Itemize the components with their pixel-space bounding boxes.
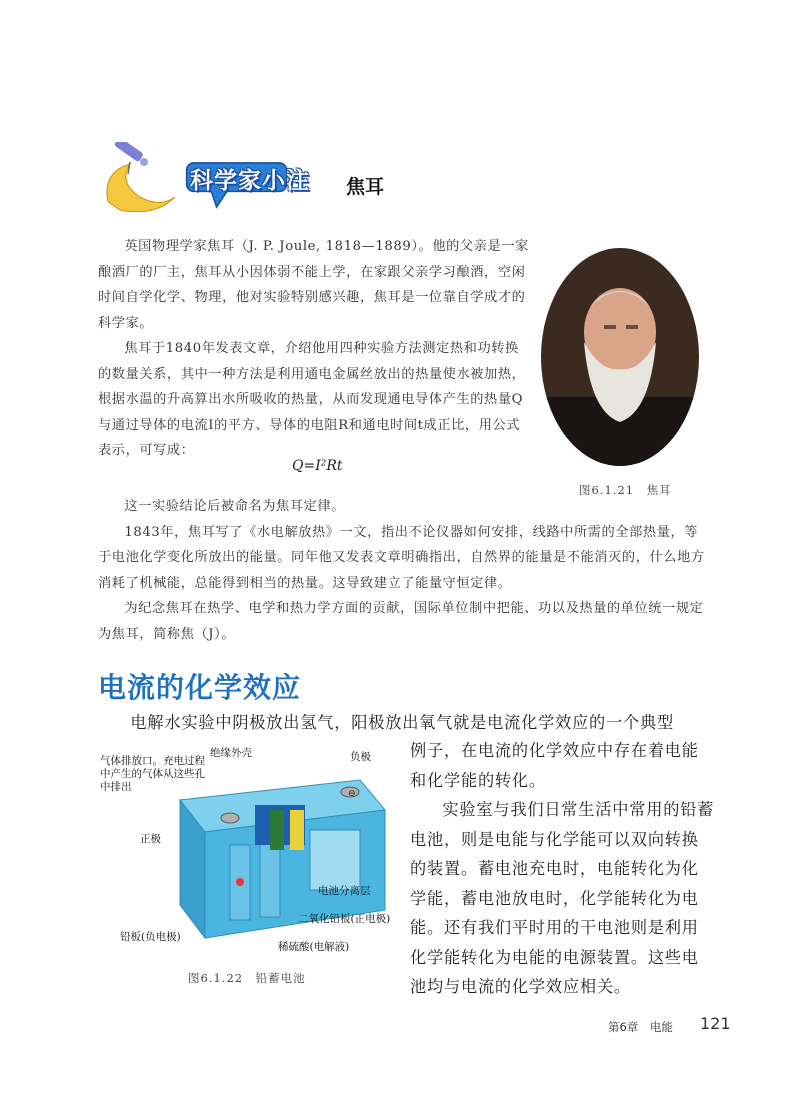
section-paragraph-1: 例子，在电流的化学效应中存在着电能和化学能的转化。 [410,741,699,790]
battery-caption: 图6.1.22 铅蓄电池 [188,971,306,985]
section-right-column [410,736,715,1002]
portrait-caption: 图6.1.21 焦耳 [579,483,672,497]
label-positive: 正极 [140,833,161,845]
bio-text-column [98,234,530,464]
label-separator: 电池分离层 [318,885,371,897]
bio-paragraph-2: 焦耳于1840年发表文章，介绍他用四种实验方法测定热和功转换的数量关系，其中一种方法是利用通电金属丝放出的热量使水被加热，根据水温的升高算出水所吸收的热量，从而发现通电导体产生的热量Q与通过导体的电流I的平方、导体的电阻R和通电时间t成正比，用公式表示，可写成： [98,341,526,458]
bio-paragraph-4: 1843年，焦耳写了《水电解放热》一文，指出不论仪器如何安排，线路中所需的全部热量，等于电池化学变化所放出的能量。同年他又发表文章明确指出，自然界的能量是不能消灭的，什么地方消耗了机械能，总能得到相当的热量。这导致建立了能量守恒定律。 [98,524,705,591]
lead-acid-battery-diagram [100,745,400,965]
label-acid: 稀硫酸(电解液) [278,941,350,953]
label-shell: 绝缘外壳 [210,747,252,759]
section-paragraph-2: 实验室与我们日常生活中常用的铅蓄电池，则是电能与化学能可以双向转换的装置。蓄电池充电时，电能转化为化学能，蓄电池放电时，化学能转化为电能。还有我们平时用的干电池则是利用化学能转化为电能的电源装置。这些电池均与电流的化学效应相关。 [410,800,715,996]
label-vent: 气体排放口。充电过程中产生的气体从这些孔中排出 [100,755,205,793]
bio-paragraph-1: 英国物理学家焦耳（J. P. Joule, 1818—1889）。他的父亲是一家酿酒厂的厂主，焦耳从小因体弱不能上学，在家跟父亲学习酿酒，空闲时间自学化学、物理，他对实验特别感兴趣，焦耳是一位靠自学成才的科学家。 [98,239,529,331]
joule-portrait [540,247,700,467]
scientist-name: 焦耳 [346,176,385,198]
section-title: 电流的化学效应 [98,671,302,704]
bio-paragraph-5: 为纪念焦耳在热学、电学和热力学方面的贡献，国际单位制中把能、功以及热量的单位统一规定为焦耳，简称焦（J）。 [98,601,704,642]
svg-text:⊖: ⊖ [348,789,356,799]
bio-text-full [98,494,708,647]
label-lead-plate: 铅板(负电极) [120,931,181,943]
bio-paragraph-3: 这一实验结论后被命名为焦耳定律。 [124,499,345,514]
scientist-note-badge [100,112,440,232]
badge-label: 科学家小注 [190,168,310,194]
section-lead: 电解水实验中阴极放出氢气，阳极放出氧气就是电流化学效应的一个典型 [130,713,674,732]
joule-formula: Q=I²Rt [292,458,343,474]
label-pbo2: 二氧化铅板(正电极) [298,913,391,925]
page-number: 121 [700,1014,731,1033]
chapter-label: 第6章 电能 [608,1020,673,1034]
label-negative: 负极 [350,751,371,763]
